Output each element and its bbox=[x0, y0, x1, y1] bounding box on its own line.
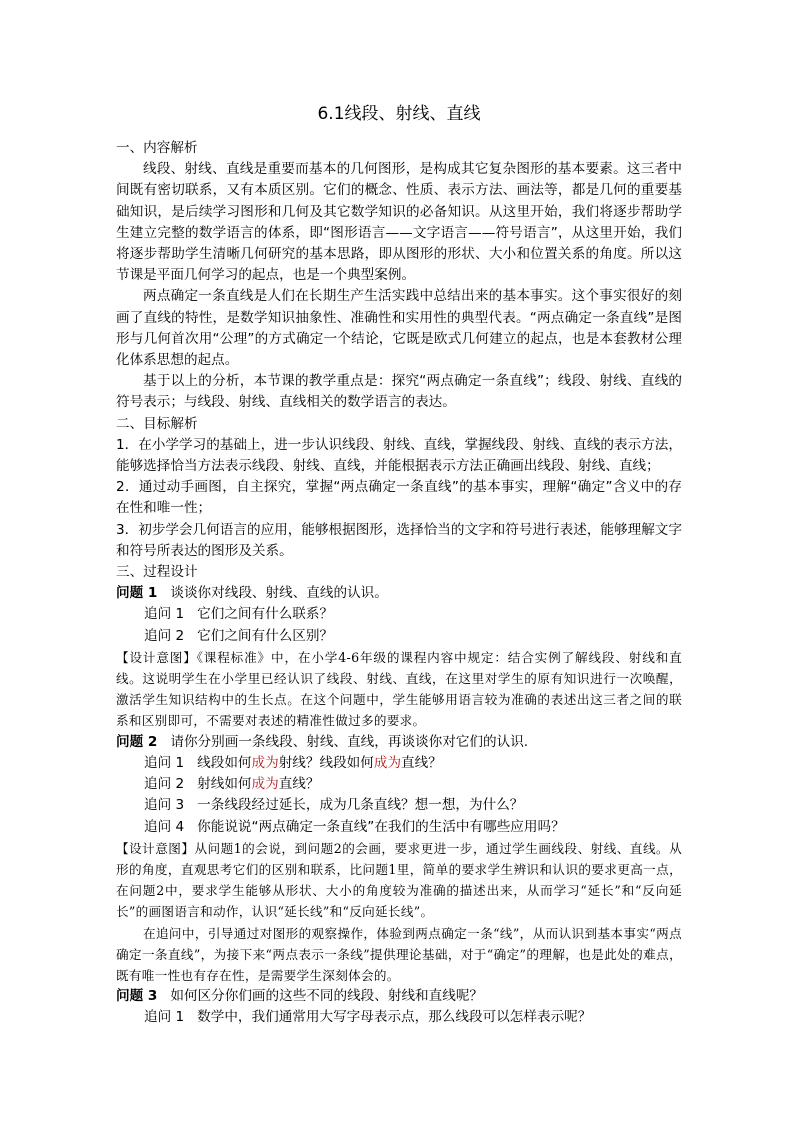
question-1-text: 谈谈你对线段、射线、直线的认识。 bbox=[170, 585, 388, 602]
followup-label: 追问 1 bbox=[144, 754, 185, 771]
followup-text: 直线？ bbox=[278, 776, 320, 793]
followup-3-1 bbox=[116, 1007, 682, 1028]
followup-label: 追问 2 bbox=[144, 776, 185, 793]
followup-text: 射线如何 bbox=[197, 776, 252, 793]
followup-label: 追问 2 bbox=[144, 627, 185, 644]
paragraph-content-3: 基于以上的分析，本节课的教学重点是：探究“两点确定一条直线”；线段、射线、直线的符号表示；与线段、射线、直线相关的数学语言的表达。 bbox=[116, 373, 682, 411]
goal-item-1: 1．在小学学习的基础上，进一步认识线段、射线、直线，掌握线段、射线、直线的表示方法，能够选择恰当方法表示线段、射线、直线，并能根据表示方法正确画出线段、射线、直线； bbox=[116, 436, 682, 475]
paragraph-content-1: 线段、射线、直线是重要而基本的几何图形，是构成其它复杂图形的基本要素。这三者中间既有密切联系，又有本质区别。它们的概念、性质、表示方法、画法等，都是几何的重要基础知识，是后续学习图形和几何及其它数学知识的必备知识。从这里开始，我们将逐步帮助学生建立完整的数学语言的体系，即“图形语言——文字语言——符号语言”，从这里开始，我们将逐步帮助学生清晰几何研究的基本思路，即从图形的形状、大小和位置关系的角度。所以这节课是平面几何学习的起点，也是一个典型案例。 bbox=[116, 161, 682, 284]
followup-2-2 bbox=[116, 774, 682, 795]
followup-2-1 bbox=[116, 753, 682, 774]
section-heading-content-analysis: 一、内容解析 bbox=[116, 140, 198, 156]
question-1 bbox=[116, 583, 682, 604]
followup-1-1 bbox=[116, 604, 682, 625]
question-2-label: 问题 2 bbox=[116, 733, 158, 750]
question-3 bbox=[116, 986, 682, 1007]
highlight-word: 成为 bbox=[251, 754, 279, 771]
followup-text: 数学中，我们通常用大写字母表示点，那么线段可以怎样表示呢？ bbox=[197, 1009, 592, 1026]
highlight-word: 成为 bbox=[373, 754, 402, 771]
followup-text: 射线？线段如何 bbox=[278, 754, 374, 771]
goal-item-2: 2．通过动手画图，自主探究，掌握“两点确定一条直线”的基本事实，理解“确定”含义中的存在性和唯一性； bbox=[116, 479, 682, 517]
followup-1-2 bbox=[116, 626, 682, 647]
highlight-word: 成为 bbox=[251, 776, 279, 793]
followup-label: 追问 4 bbox=[144, 818, 185, 835]
followup-text: 它们之间有什么区别？ bbox=[197, 627, 334, 644]
section-heading-goal-analysis: 二、目标解析 bbox=[116, 415, 198, 432]
design-intent-2-continued: 在追问中，引导通过对图形的观察操作，体验到两点确定一条“线”，从而认识到基本事实“两点确定一条直线”，为接下来“两点表示一条线”提供理论基础，对于“确定”的理解，也是此处的难点，既有唯一性也有存在性，是需要学生深刻体会的。 bbox=[116, 925, 682, 983]
question-1-label: 问题 1 bbox=[116, 585, 158, 602]
followup-text: 它们之间有什么联系？ bbox=[197, 606, 334, 623]
followup-label: 追问 1 bbox=[144, 606, 185, 623]
followup-2-3 bbox=[116, 795, 682, 816]
followup-text: 你能说说“两点确定一条直线”在我们的生活中有哪些应用吗？ bbox=[197, 818, 565, 835]
goal-item-3: 3．初步学会几何语言的应用，能够根据图形，选择恰当的文字和符号进行表述，能够理解文字和符号所表达的图形及关系。 bbox=[116, 521, 682, 559]
followup-text: 一条线段经过延长，成为几条直线？想一想，为什么？ bbox=[197, 797, 524, 814]
section-heading-process-design: 三、过程设计 bbox=[116, 564, 198, 581]
question-3-label: 问题 3 bbox=[116, 988, 158, 1005]
followup-text: 线段如何 bbox=[197, 754, 252, 771]
design-intent-1: 【设计意图】《课程标准》中，在小学4-6年级的课程内容中规定：结合实例了解线段、射线和直线。这说明学生在小学里已经认识了线段、射线、直线，在这里对学生的原有知识进行一次唤醒，激活学生知识结构中的生长点。在这个问题中，学生能够用语言较为准确的表述出这三者之间的联系和区别即可，不需要对表述的精准性做过多的要求。 bbox=[116, 649, 682, 729]
followup-text: 直线？ bbox=[401, 754, 442, 771]
paragraph-content-2: 两点确定一条直线是人们在长期生产生活实践中总结出来的基本事实。这个事实很好的刻画了直线的特性，是数学知识抽象性、准确性和实用性的典型代表。“两点确定一条直线”是图形与几何首次用“公理”的方式确定一个结论，它既是欧式几何建立的起点，也是本套教材公理化体系思想的起点。 bbox=[116, 288, 682, 369]
page-title: 6.1线段、射线、直线 bbox=[317, 104, 481, 124]
followup-label: 追问 3 bbox=[144, 797, 185, 814]
question-2-text: 请你分别画一条线段、射线、直线，再谈谈你对它们的认识. bbox=[170, 733, 529, 750]
design-intent-2: 【设计意图】从问题1的会说，到问题2的会画，要求更进一步，通过学生画线段、射线、直线。从形的角度，直观思考它们的区别和联系，比问题1里，简单的要求学生辨识和认识的要求更高一点，在问题2中，要求学生能够从形状、大小的角度较为准确的描述出来，从而学习“延长”和“反向延长”的画图语言和动作，认识“延长线”和“反向延长线”。 bbox=[116, 840, 682, 920]
question-2 bbox=[116, 732, 682, 753]
followup-2-4 bbox=[116, 817, 682, 838]
document-body bbox=[116, 102, 682, 1029]
question-3-text: 如何区分你们画的这些不同的线段、射线和直线呢？ bbox=[170, 988, 484, 1005]
followup-label: 追问 1 bbox=[144, 1009, 185, 1026]
